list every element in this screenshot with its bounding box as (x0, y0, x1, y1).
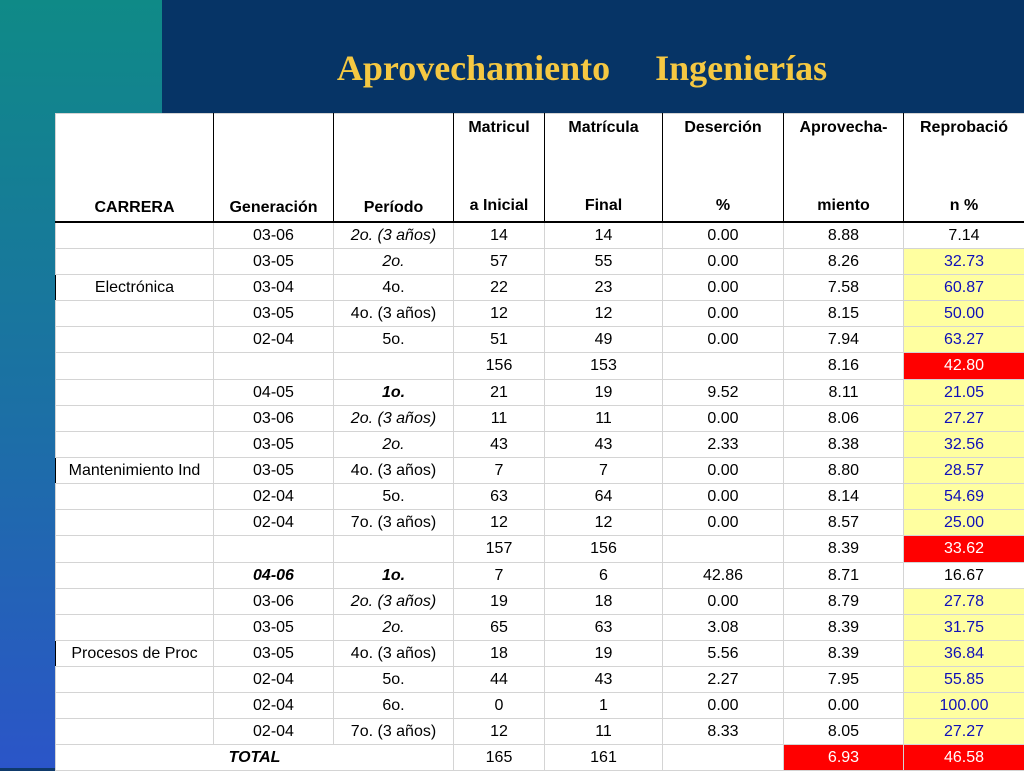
table-row (56, 222, 1024, 249)
cell-matricula-final: 23 (545, 275, 663, 301)
cell-generacion: 03-05 (214, 301, 334, 327)
cell-generacion: 04-06 (214, 563, 334, 589)
cell-matricula-inicial: 19 (454, 589, 545, 615)
results-table (55, 113, 1024, 771)
table-row (56, 667, 1024, 693)
cell-aprovechamiento: 0.00 (784, 693, 904, 719)
col-desercion-top: Deserción (684, 119, 761, 136)
cell-desercion: 9.52 (663, 380, 784, 406)
cell-carrera (56, 510, 214, 536)
cell-aprovechamiento: 8.39 (784, 536, 904, 563)
cell-generacion: 03-05 (214, 458, 334, 484)
cell-matricula-inicial: 12 (454, 301, 545, 327)
cell-matricula-final: 156 (545, 536, 663, 563)
cell-matricula-final: 63 (545, 615, 663, 641)
cell-reprobacion: 60.87 (904, 275, 1024, 301)
cell-aprovechamiento: 8.88 (784, 222, 904, 249)
cell-carrera: Mantenimiento Ind (56, 458, 214, 484)
col-reprobacion (904, 114, 1024, 223)
cell-matricula-inicial: 57 (454, 249, 545, 275)
table-row (56, 380, 1024, 406)
cell-reprobacion: 28.57 (904, 458, 1024, 484)
table-row (56, 458, 1024, 484)
table-row (56, 641, 1024, 667)
cell-desercion (663, 353, 784, 380)
cell-carrera (56, 667, 214, 693)
cell-aprovechamiento: 7.58 (784, 275, 904, 301)
cell-generacion: 02-04 (214, 667, 334, 693)
col-desercion-bottom: % (666, 195, 780, 217)
cell-matricula-inicial: 43 (454, 432, 545, 458)
cell-periodo: 4o. (3 años) (334, 301, 454, 327)
cell-aprovechamiento: 8.39 (784, 615, 904, 641)
cell-periodo: 2o. (334, 249, 454, 275)
cell-aprovechamiento: 8.80 (784, 458, 904, 484)
cell-generacion: 03-04 (214, 275, 334, 301)
cell-matricula-inicial: 51 (454, 327, 545, 353)
cell-reprobacion: 27.78 (904, 589, 1024, 615)
cell-desercion: 0.00 (663, 249, 784, 275)
col-matricula-inicial-top: Matricul (468, 119, 529, 136)
total-matricula-final: 161 (545, 745, 663, 771)
cell-matricula-inicial: 11 (454, 406, 545, 432)
cell-aprovechamiento: 8.06 (784, 406, 904, 432)
cell-matricula-final: 19 (545, 641, 663, 667)
cell-desercion (663, 536, 784, 563)
cell-matricula-final: 153 (545, 353, 663, 380)
cell-desercion: 2.33 (663, 432, 784, 458)
cell-generacion: 03-05 (214, 432, 334, 458)
cell-generacion: 03-05 (214, 641, 334, 667)
cell-carrera (56, 327, 214, 353)
cell-generacion (214, 353, 334, 380)
cell-matricula-final: 49 (545, 327, 663, 353)
cell-reprobacion: 50.00 (904, 301, 1024, 327)
cell-matricula-inicial: 22 (454, 275, 545, 301)
table-row (56, 484, 1024, 510)
cell-desercion: 0.00 (663, 327, 784, 353)
cell-matricula-final: 12 (545, 301, 663, 327)
cell-reprobacion: 27.27 (904, 719, 1024, 745)
cell-reprobacion: 25.00 (904, 510, 1024, 536)
col-matricula-final-top: Matrícula (568, 119, 638, 136)
cell-carrera (56, 353, 214, 380)
table-row (56, 432, 1024, 458)
total-aprovechamiento: 6.93 (784, 745, 904, 771)
cell-desercion: 0.00 (663, 406, 784, 432)
cell-generacion: 02-04 (214, 484, 334, 510)
cell-desercion: 0.00 (663, 275, 784, 301)
cell-periodo: 7o. (3 años) (334, 510, 454, 536)
cell-matricula-inicial: 7 (454, 458, 545, 484)
col-desercion (663, 114, 784, 223)
cell-carrera: Procesos de Proc (56, 641, 214, 667)
cell-desercion: 8.33 (663, 719, 784, 745)
cell-generacion: 02-04 (214, 693, 334, 719)
table-row (56, 249, 1024, 275)
cell-desercion: 5.56 (663, 641, 784, 667)
cell-generacion: 03-06 (214, 406, 334, 432)
table-row (56, 510, 1024, 536)
cell-periodo: 4o. (334, 275, 454, 301)
cell-reprobacion: 54.69 (904, 484, 1024, 510)
table-row (56, 406, 1024, 432)
table-row (56, 719, 1024, 745)
cell-reprobacion: 55.85 (904, 667, 1024, 693)
cell-carrera: Electrónica (56, 275, 214, 301)
cell-aprovechamiento: 8.15 (784, 301, 904, 327)
total-desercion (663, 745, 784, 771)
cell-aprovechamiento: 8.38 (784, 432, 904, 458)
cell-desercion: 2.27 (663, 667, 784, 693)
cell-matricula-final: 14 (545, 222, 663, 249)
total-label: TOTAL (56, 745, 454, 771)
cell-matricula-final: 43 (545, 432, 663, 458)
cell-matricula-final: 43 (545, 667, 663, 693)
cell-desercion: 3.08 (663, 615, 784, 641)
cell-reprobacion: 21.05 (904, 380, 1024, 406)
cell-matricula-inicial: 21 (454, 380, 545, 406)
cell-generacion: 02-04 (214, 327, 334, 353)
col-matricula-final-bottom: Final (548, 195, 659, 217)
cell-periodo (334, 536, 454, 563)
cell-periodo: 2o. (3 años) (334, 589, 454, 615)
cell-periodo: 2o. (334, 615, 454, 641)
cell-matricula-inicial: 0 (454, 693, 545, 719)
col-reprobacion-top: Reprobació (920, 119, 1008, 136)
cell-aprovechamiento: 8.11 (784, 380, 904, 406)
cell-matricula-inicial: 156 (454, 353, 545, 380)
cell-periodo: 4o. (3 años) (334, 641, 454, 667)
cell-desercion: 42.86 (663, 563, 784, 589)
cell-matricula-final: 55 (545, 249, 663, 275)
cell-matricula-inicial: 12 (454, 719, 545, 745)
cell-desercion: 0.00 (663, 301, 784, 327)
cell-periodo: 4o. (3 años) (334, 458, 454, 484)
page-title: Aprovechamiento Ingenierías (0, 46, 1024, 90)
cell-aprovechamiento: 8.14 (784, 484, 904, 510)
cell-carrera (56, 380, 214, 406)
cell-matricula-final: 19 (545, 380, 663, 406)
col-matricula-inicial (454, 114, 545, 223)
cell-aprovechamiento: 8.79 (784, 589, 904, 615)
cell-aprovechamiento: 8.39 (784, 641, 904, 667)
cell-aprovechamiento: 8.57 (784, 510, 904, 536)
cell-matricula-final: 1 (545, 693, 663, 719)
cell-reprobacion: 31.75 (904, 615, 1024, 641)
cell-matricula-inicial: 44 (454, 667, 545, 693)
cell-aprovechamiento: 8.05 (784, 719, 904, 745)
col-matricula-inicial-bottom: a Inicial (457, 195, 541, 217)
cell-periodo: 6o. (334, 693, 454, 719)
cell-carrera (56, 432, 214, 458)
cell-generacion: 03-05 (214, 615, 334, 641)
cell-matricula-final: 11 (545, 719, 663, 745)
cell-generacion: 02-04 (214, 719, 334, 745)
cell-matricula-inicial: 12 (454, 510, 545, 536)
cell-desercion: 0.00 (663, 222, 784, 249)
cell-carrera (56, 249, 214, 275)
cell-periodo: 5o. (334, 484, 454, 510)
cell-carrera (56, 406, 214, 432)
cell-carrera (56, 719, 214, 745)
table-row (56, 589, 1024, 615)
cell-reprobacion: 32.73 (904, 249, 1024, 275)
table-row (56, 563, 1024, 589)
cell-periodo: 2o. (3 años) (334, 406, 454, 432)
cell-periodo (334, 353, 454, 380)
cell-carrera (56, 536, 214, 563)
cell-periodo: 5o. (334, 667, 454, 693)
col-aprovechamiento-top: Aprovecha- (799, 119, 887, 136)
cell-desercion: 0.00 (663, 484, 784, 510)
cell-reprobacion: 27.27 (904, 406, 1024, 432)
cell-matricula-final: 18 (545, 589, 663, 615)
cell-generacion: 03-06 (214, 222, 334, 249)
cell-reprobacion: 32.56 (904, 432, 1024, 458)
cell-periodo: 1o. (334, 563, 454, 589)
cell-periodo: 5o. (334, 327, 454, 353)
cell-desercion: 0.00 (663, 589, 784, 615)
total-row (56, 745, 1024, 771)
col-generacion: Generación (214, 114, 334, 223)
cell-matricula-final: 64 (545, 484, 663, 510)
cell-desercion: 0.00 (663, 458, 784, 484)
table-row (56, 275, 1024, 301)
cell-reprobacion: 63.27 (904, 327, 1024, 353)
col-matricula-final (545, 114, 663, 223)
cell-reprobacion: 7.14 (904, 222, 1024, 249)
table-row (56, 301, 1024, 327)
cell-carrera (56, 615, 214, 641)
cell-aprovechamiento: 8.16 (784, 353, 904, 380)
col-periodo: Período (334, 114, 454, 223)
cell-reprobacion: 36.84 (904, 641, 1024, 667)
total-reprobacion: 46.58 (904, 745, 1024, 771)
cell-aprovechamiento: 7.95 (784, 667, 904, 693)
cell-carrera (56, 693, 214, 719)
header-row (56, 114, 1024, 223)
cell-periodo: 2o. (334, 432, 454, 458)
cell-matricula-final: 6 (545, 563, 663, 589)
col-aprovechamiento-bottom: miento (787, 195, 900, 217)
cell-generacion: 03-05 (214, 249, 334, 275)
cell-matricula-final: 12 (545, 510, 663, 536)
cell-matricula-inicial: 65 (454, 615, 545, 641)
cell-matricula-inicial: 63 (454, 484, 545, 510)
cell-matricula-inicial: 14 (454, 222, 545, 249)
cell-carrera (56, 301, 214, 327)
cell-carrera (56, 222, 214, 249)
col-carrera: CARRERA (56, 114, 214, 223)
cell-generacion: 03-06 (214, 589, 334, 615)
total-matricula-inicial: 165 (454, 745, 545, 771)
cell-aprovechamiento: 8.26 (784, 249, 904, 275)
cell-carrera (56, 563, 214, 589)
table-row (56, 327, 1024, 353)
cell-matricula-final: 11 (545, 406, 663, 432)
table-row (56, 615, 1024, 641)
cell-periodo: 7o. (3 años) (334, 719, 454, 745)
cell-desercion: 0.00 (663, 693, 784, 719)
subtotal-row (56, 536, 1024, 563)
cell-carrera (56, 484, 214, 510)
col-aprovechamiento (784, 114, 904, 223)
cell-generacion: 02-04 (214, 510, 334, 536)
cell-matricula-inicial: 157 (454, 536, 545, 563)
cell-generacion: 04-05 (214, 380, 334, 406)
cell-matricula-final: 7 (545, 458, 663, 484)
cell-desercion: 0.00 (663, 510, 784, 536)
cell-generacion (214, 536, 334, 563)
table-row (56, 693, 1024, 719)
cell-reprobacion: 16.67 (904, 563, 1024, 589)
cell-periodo: 2o. (3 años) (334, 222, 454, 249)
cell-reprobacion: 42.80 (904, 353, 1024, 380)
cell-matricula-inicial: 7 (454, 563, 545, 589)
cell-reprobacion: 100.00 (904, 693, 1024, 719)
cell-reprobacion: 33.62 (904, 536, 1024, 563)
cell-aprovechamiento: 8.71 (784, 563, 904, 589)
cell-carrera (56, 589, 214, 615)
cell-aprovechamiento: 7.94 (784, 327, 904, 353)
subtotal-row (56, 353, 1024, 380)
cell-periodo: 1o. (334, 380, 454, 406)
cell-matricula-inicial: 18 (454, 641, 545, 667)
col-reprobacion-bottom: n % (907, 195, 1021, 217)
